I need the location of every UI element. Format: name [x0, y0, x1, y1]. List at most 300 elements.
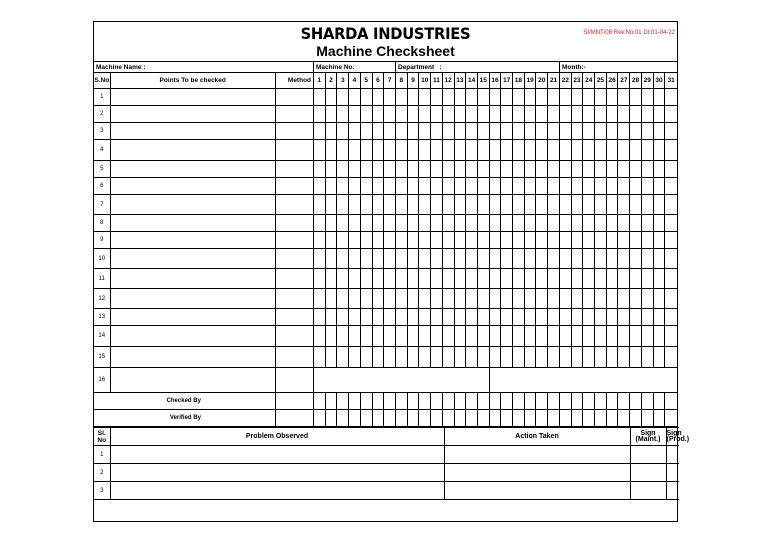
- day-cell[interactable]: [489, 289, 501, 309]
- day-cell[interactable]: [396, 269, 408, 289]
- day-cell[interactable]: [384, 123, 396, 140]
- day-cell[interactable]: [396, 89, 408, 106]
- day-cell[interactable]: [314, 269, 326, 289]
- day-cell[interactable]: [606, 269, 618, 289]
- day-cell[interactable]: [630, 195, 642, 215]
- action-taken-cell[interactable]: [444, 464, 630, 482]
- day-cell[interactable]: [431, 106, 443, 123]
- day-cell[interactable]: [583, 347, 595, 368]
- day-cell[interactable]: [489, 249, 501, 269]
- day-cell[interactable]: [325, 347, 337, 368]
- day-cell[interactable]: [407, 347, 419, 368]
- day-cell[interactable]: [477, 309, 489, 326]
- day-cell[interactable]: [442, 178, 454, 195]
- day-cell[interactable]: [595, 249, 607, 269]
- day-cell[interactable]: [606, 215, 618, 232]
- day-cell[interactable]: [372, 289, 384, 309]
- day-cell[interactable]: [372, 309, 384, 326]
- day-cell[interactable]: [360, 161, 372, 178]
- verified-by-day-cell[interactable]: [477, 410, 489, 427]
- verified-by-day-cell[interactable]: [396, 410, 408, 427]
- day-cell[interactable]: [524, 123, 536, 140]
- day-cell[interactable]: [314, 140, 326, 161]
- day-cell[interactable]: [583, 269, 595, 289]
- day-cell[interactable]: [513, 289, 525, 309]
- day-cell[interactable]: [641, 123, 653, 140]
- verified-by-day-cell[interactable]: [501, 410, 513, 427]
- day-cell[interactable]: [466, 289, 478, 309]
- day-cell[interactable]: [630, 269, 642, 289]
- day-cell[interactable]: [314, 232, 326, 249]
- day-cell[interactable]: [501, 215, 513, 232]
- verified-by-day-cell[interactable]: [583, 410, 595, 427]
- day-cell[interactable]: [325, 161, 337, 178]
- day-cell[interactable]: [337, 249, 349, 269]
- day-cell[interactable]: [477, 347, 489, 368]
- day-cell[interactable]: [571, 161, 583, 178]
- day-cell[interactable]: [524, 249, 536, 269]
- verified-by-day-cell[interactable]: [559, 410, 571, 427]
- day-cell[interactable]: [419, 178, 431, 195]
- day-cell[interactable]: [337, 195, 349, 215]
- day-cell[interactable]: [571, 232, 583, 249]
- day-cell[interactable]: [454, 123, 466, 140]
- day-cell[interactable]: [325, 326, 337, 347]
- day-cell[interactable]: [442, 289, 454, 309]
- checked-by-day-cell[interactable]: [360, 393, 372, 410]
- checked-by-day-cell[interactable]: [606, 393, 618, 410]
- sign-maint-cell[interactable]: [630, 482, 666, 500]
- day-cell[interactable]: [477, 178, 489, 195]
- day-cell[interactable]: [618, 289, 630, 309]
- day-cell[interactable]: [501, 123, 513, 140]
- day-cell[interactable]: [524, 178, 536, 195]
- day-cell[interactable]: [524, 232, 536, 249]
- day-cell[interactable]: [524, 106, 536, 123]
- day-cell[interactable]: [583, 89, 595, 106]
- day-cell[interactable]: [442, 195, 454, 215]
- day-cell[interactable]: [653, 89, 665, 106]
- day-cell[interactable]: [501, 89, 513, 106]
- checked-by-day-cell[interactable]: [419, 393, 431, 410]
- day-cell[interactable]: [665, 326, 677, 347]
- day-cell[interactable]: [454, 289, 466, 309]
- day-cell[interactable]: [419, 195, 431, 215]
- day-cell[interactable]: [548, 140, 560, 161]
- day-cell[interactable]: [431, 140, 443, 161]
- day-cell[interactable]: [396, 249, 408, 269]
- checked-by-day-cell[interactable]: [665, 393, 677, 410]
- day-cell[interactable]: [595, 232, 607, 249]
- day-cell[interactable]: [630, 249, 642, 269]
- checked-by-day-cell[interactable]: [477, 393, 489, 410]
- day-cell[interactable]: [641, 347, 653, 368]
- verified-by-day-cell[interactable]: [489, 410, 501, 427]
- day-cell[interactable]: [536, 178, 548, 195]
- day-cell[interactable]: [372, 232, 384, 249]
- day-cell[interactable]: [466, 123, 478, 140]
- checked-by-day-cell[interactable]: [442, 393, 454, 410]
- day-cell[interactable]: [606, 178, 618, 195]
- day-cell[interactable]: [513, 89, 525, 106]
- day-cell[interactable]: [630, 106, 642, 123]
- day-cell[interactable]: [372, 326, 384, 347]
- day-cell[interactable]: [466, 232, 478, 249]
- day-cell[interactable]: [606, 123, 618, 140]
- day-cell[interactable]: [641, 106, 653, 123]
- day-cell[interactable]: [431, 123, 443, 140]
- day-cell[interactable]: [477, 232, 489, 249]
- day-cell[interactable]: [419, 123, 431, 140]
- day-cell[interactable]: [396, 106, 408, 123]
- day-cell[interactable]: [431, 289, 443, 309]
- checked-by-day-cell[interactable]: [524, 393, 536, 410]
- day-cell[interactable]: [606, 232, 618, 249]
- day-cell[interactable]: [501, 309, 513, 326]
- day-cell[interactable]: [630, 309, 642, 326]
- day-cell[interactable]: [337, 309, 349, 326]
- day-cell[interactable]: [536, 249, 548, 269]
- day-cell[interactable]: [384, 326, 396, 347]
- day-cell[interactable]: [454, 326, 466, 347]
- day-cell[interactable]: [419, 106, 431, 123]
- day-cell[interactable]: [653, 309, 665, 326]
- day-cell[interactable]: [384, 106, 396, 123]
- day-cell[interactable]: [595, 269, 607, 289]
- verified-by-day-cell[interactable]: [325, 410, 337, 427]
- verified-by-day-cell[interactable]: [513, 410, 525, 427]
- day-cell[interactable]: [595, 309, 607, 326]
- day-cell[interactable]: [641, 178, 653, 195]
- day-cell[interactable]: [384, 289, 396, 309]
- checked-by-day-cell[interactable]: [325, 393, 337, 410]
- day-cell[interactable]: [559, 106, 571, 123]
- day-cell[interactable]: [501, 269, 513, 289]
- day-cell[interactable]: [665, 215, 677, 232]
- day-cell[interactable]: [360, 195, 372, 215]
- day-cell[interactable]: [653, 195, 665, 215]
- method-cell[interactable]: [275, 368, 313, 393]
- day-cell[interactable]: [349, 140, 361, 161]
- day-cell[interactable]: [360, 289, 372, 309]
- day-cell[interactable]: [501, 249, 513, 269]
- action-taken-cell[interactable]: [444, 482, 630, 500]
- verified-by-day-cell[interactable]: [419, 410, 431, 427]
- day-cell[interactable]: [513, 309, 525, 326]
- day-cell[interactable]: [466, 269, 478, 289]
- day-cell[interactable]: [641, 269, 653, 289]
- day-cell[interactable]: [325, 106, 337, 123]
- day-cell[interactable]: [595, 106, 607, 123]
- point-cell[interactable]: [110, 140, 275, 161]
- verified-by-day-cell[interactable]: [466, 410, 478, 427]
- day-cell[interactable]: [431, 232, 443, 249]
- day-cell[interactable]: [407, 195, 419, 215]
- day-cell[interactable]: [454, 249, 466, 269]
- day-cell[interactable]: [524, 326, 536, 347]
- day-cell[interactable]: [501, 195, 513, 215]
- day-cell[interactable]: [501, 289, 513, 309]
- day-cell[interactable]: [396, 347, 408, 368]
- checked-by-day-cell[interactable]: [372, 393, 384, 410]
- day-cell[interactable]: [630, 232, 642, 249]
- day-cell[interactable]: [360, 215, 372, 232]
- checked-by-day-cell[interactable]: [595, 393, 607, 410]
- day-cell[interactable]: [536, 123, 548, 140]
- day-cell[interactable]: [606, 326, 618, 347]
- day-cell[interactable]: [653, 326, 665, 347]
- day-cell[interactable]: [536, 289, 548, 309]
- point-cell[interactable]: [110, 215, 275, 232]
- day-cell[interactable]: [431, 215, 443, 232]
- verified-by-day-cell[interactable]: [606, 410, 618, 427]
- day-cell[interactable]: [442, 269, 454, 289]
- day-cell[interactable]: [419, 326, 431, 347]
- day-cell[interactable]: [630, 140, 642, 161]
- verified-by-day-cell[interactable]: [372, 410, 384, 427]
- day-cell[interactable]: [641, 140, 653, 161]
- day-cell[interactable]: [396, 326, 408, 347]
- day-cell[interactable]: [618, 232, 630, 249]
- verified-by-day-cell[interactable]: [536, 410, 548, 427]
- day-cell[interactable]: [513, 347, 525, 368]
- point-cell[interactable]: [110, 123, 275, 140]
- day-cell[interactable]: [595, 289, 607, 309]
- day-cell[interactable]: [665, 161, 677, 178]
- day-cell[interactable]: [571, 123, 583, 140]
- day-cell[interactable]: [489, 232, 501, 249]
- checked-by-day-cell[interactable]: [641, 393, 653, 410]
- method-cell[interactable]: [275, 309, 313, 326]
- sign-maint-cell[interactable]: [630, 446, 666, 464]
- day-cell[interactable]: [407, 232, 419, 249]
- day-cell[interactable]: [337, 326, 349, 347]
- method-cell[interactable]: [275, 123, 313, 140]
- day-cell[interactable]: [665, 106, 677, 123]
- day-cell[interactable]: [489, 89, 501, 106]
- day-cell[interactable]: [583, 232, 595, 249]
- day-cell[interactable]: [595, 161, 607, 178]
- day-cell[interactable]: [489, 140, 501, 161]
- day-cell[interactable]: [583, 289, 595, 309]
- day-cell[interactable]: [513, 178, 525, 195]
- day-cell[interactable]: [548, 326, 560, 347]
- day-cell[interactable]: [454, 195, 466, 215]
- day-cell[interactable]: [524, 269, 536, 289]
- day-cell[interactable]: [641, 289, 653, 309]
- day-cell[interactable]: [665, 309, 677, 326]
- day-cell[interactable]: [571, 289, 583, 309]
- day-cell[interactable]: [653, 232, 665, 249]
- checked-by-day-cell[interactable]: [501, 393, 513, 410]
- day-cell[interactable]: [372, 123, 384, 140]
- day-cell[interactable]: [501, 347, 513, 368]
- day-cell[interactable]: [454, 161, 466, 178]
- day-cell[interactable]: [489, 161, 501, 178]
- day-cell[interactable]: [477, 215, 489, 232]
- day-cell[interactable]: [314, 195, 326, 215]
- day-cell[interactable]: [618, 269, 630, 289]
- day-cell[interactable]: [419, 269, 431, 289]
- day-cell[interactable]: [571, 347, 583, 368]
- checked-by-day-cell[interactable]: [454, 393, 466, 410]
- day-cell[interactable]: [396, 215, 408, 232]
- day-cell[interactable]: [337, 140, 349, 161]
- day-cell[interactable]: [630, 161, 642, 178]
- day-cell[interactable]: [489, 195, 501, 215]
- day-cell[interactable]: [513, 232, 525, 249]
- day-cell[interactable]: [536, 140, 548, 161]
- day-cell[interactable]: [407, 89, 419, 106]
- day-cell[interactable]: [314, 215, 326, 232]
- method-cell[interactable]: [275, 89, 313, 106]
- day-cell[interactable]: [606, 347, 618, 368]
- day-cell[interactable]: [466, 195, 478, 215]
- day-cell[interactable]: [630, 215, 642, 232]
- day-cell[interactable]: [583, 140, 595, 161]
- day-cell[interactable]: [407, 215, 419, 232]
- day-cell[interactable]: [407, 249, 419, 269]
- day-cell[interactable]: [431, 326, 443, 347]
- day-cell[interactable]: [407, 309, 419, 326]
- verified-by-day-cell[interactable]: [548, 410, 560, 427]
- day-cell[interactable]: [665, 140, 677, 161]
- day-cell[interactable]: [337, 123, 349, 140]
- day-cell[interactable]: [454, 178, 466, 195]
- day-cell[interactable]: [442, 309, 454, 326]
- day-cell[interactable]: [325, 178, 337, 195]
- day-cell[interactable]: [372, 140, 384, 161]
- day-cell[interactable]: [548, 232, 560, 249]
- day-cell[interactable]: [384, 232, 396, 249]
- verified-by-day-cell[interactable]: [442, 410, 454, 427]
- day-cell[interactable]: [325, 309, 337, 326]
- day-cell[interactable]: [466, 89, 478, 106]
- day-cell[interactable]: [665, 269, 677, 289]
- day-cell[interactable]: [595, 326, 607, 347]
- day-cell[interactable]: [489, 309, 501, 326]
- day-cell[interactable]: [653, 289, 665, 309]
- day-cell[interactable]: [606, 289, 618, 309]
- day-cell[interactable]: [325, 89, 337, 106]
- day-cell[interactable]: [396, 161, 408, 178]
- problem-observed-cell[interactable]: [110, 446, 444, 464]
- day-cell[interactable]: [454, 232, 466, 249]
- day-cell[interactable]: [360, 89, 372, 106]
- verified-by-day-cell[interactable]: [337, 410, 349, 427]
- day-cell[interactable]: [571, 249, 583, 269]
- day-cell[interactable]: [372, 161, 384, 178]
- method-cell[interactable]: [275, 249, 313, 269]
- checked-by-method-cell[interactable]: [275, 393, 313, 410]
- day-cell[interactable]: [595, 347, 607, 368]
- day-cell[interactable]: [559, 309, 571, 326]
- day-cell[interactable]: [559, 215, 571, 232]
- checked-by-day-cell[interactable]: [583, 393, 595, 410]
- day-cell[interactable]: [501, 178, 513, 195]
- day-cell[interactable]: [606, 309, 618, 326]
- day-cell[interactable]: [314, 326, 326, 347]
- day-cell[interactable]: [641, 249, 653, 269]
- verified-by-day-cell[interactable]: [454, 410, 466, 427]
- day-cell[interactable]: [384, 309, 396, 326]
- day-cell[interactable]: [337, 106, 349, 123]
- day-cell[interactable]: [536, 269, 548, 289]
- day-cell[interactable]: [349, 309, 361, 326]
- day-cell[interactable]: [606, 195, 618, 215]
- day-cell[interactable]: [360, 123, 372, 140]
- day-cell[interactable]: [595, 215, 607, 232]
- day-cell[interactable]: [606, 106, 618, 123]
- verified-by-day-cell[interactable]: [653, 410, 665, 427]
- day-cell[interactable]: [314, 161, 326, 178]
- day-cell[interactable]: [548, 309, 560, 326]
- day-cell[interactable]: [431, 178, 443, 195]
- day-cell[interactable]: [548, 347, 560, 368]
- day-cell[interactable]: [442, 249, 454, 269]
- day-cell[interactable]: [641, 215, 653, 232]
- point-cell[interactable]: [110, 289, 275, 309]
- day-cell[interactable]: [548, 106, 560, 123]
- problem-observed-cell[interactable]: [110, 482, 444, 500]
- day-cell[interactable]: [653, 123, 665, 140]
- day-cell[interactable]: [524, 215, 536, 232]
- day-cell[interactable]: [618, 89, 630, 106]
- day-cell[interactable]: [349, 269, 361, 289]
- problem-observed-cell[interactable]: [110, 464, 444, 482]
- day-cell[interactable]: [653, 161, 665, 178]
- point-cell[interactable]: [110, 178, 275, 195]
- day-cell[interactable]: [606, 161, 618, 178]
- day-cell[interactable]: [384, 215, 396, 232]
- day-cell[interactable]: [559, 161, 571, 178]
- day-cell[interactable]: [630, 123, 642, 140]
- day-cell[interactable]: [477, 140, 489, 161]
- day-cell[interactable]: [360, 326, 372, 347]
- day-cell[interactable]: [524, 195, 536, 215]
- day-cell[interactable]: [665, 195, 677, 215]
- day-cell[interactable]: [477, 195, 489, 215]
- day-cell[interactable]: [407, 123, 419, 140]
- day-cell[interactable]: [372, 106, 384, 123]
- day-cell[interactable]: [384, 178, 396, 195]
- day-cell[interactable]: [630, 289, 642, 309]
- verified-by-day-cell[interactable]: [349, 410, 361, 427]
- day-cell[interactable]: [571, 178, 583, 195]
- day-cell[interactable]: [431, 249, 443, 269]
- day-cell[interactable]: [407, 161, 419, 178]
- day-cell[interactable]: [349, 249, 361, 269]
- day-cell[interactable]: [372, 89, 384, 106]
- point-cell[interactable]: [110, 249, 275, 269]
- day-cell[interactable]: [665, 289, 677, 309]
- day-cell[interactable]: [489, 269, 501, 289]
- day-cell[interactable]: [489, 123, 501, 140]
- day-cell[interactable]: [337, 178, 349, 195]
- day-cell[interactable]: [384, 347, 396, 368]
- day-cell[interactable]: [665, 89, 677, 106]
- day-cell[interactable]: [407, 178, 419, 195]
- day-cell[interactable]: [606, 89, 618, 106]
- day-cell[interactable]: [583, 106, 595, 123]
- day-cell[interactable]: [477, 269, 489, 289]
- verified-by-method-cell[interactable]: [275, 410, 313, 427]
- day-cell[interactable]: [559, 347, 571, 368]
- day-cell[interactable]: [466, 326, 478, 347]
- day-cell[interactable]: [571, 326, 583, 347]
- day-cell[interactable]: [477, 89, 489, 106]
- day-cell[interactable]: [384, 249, 396, 269]
